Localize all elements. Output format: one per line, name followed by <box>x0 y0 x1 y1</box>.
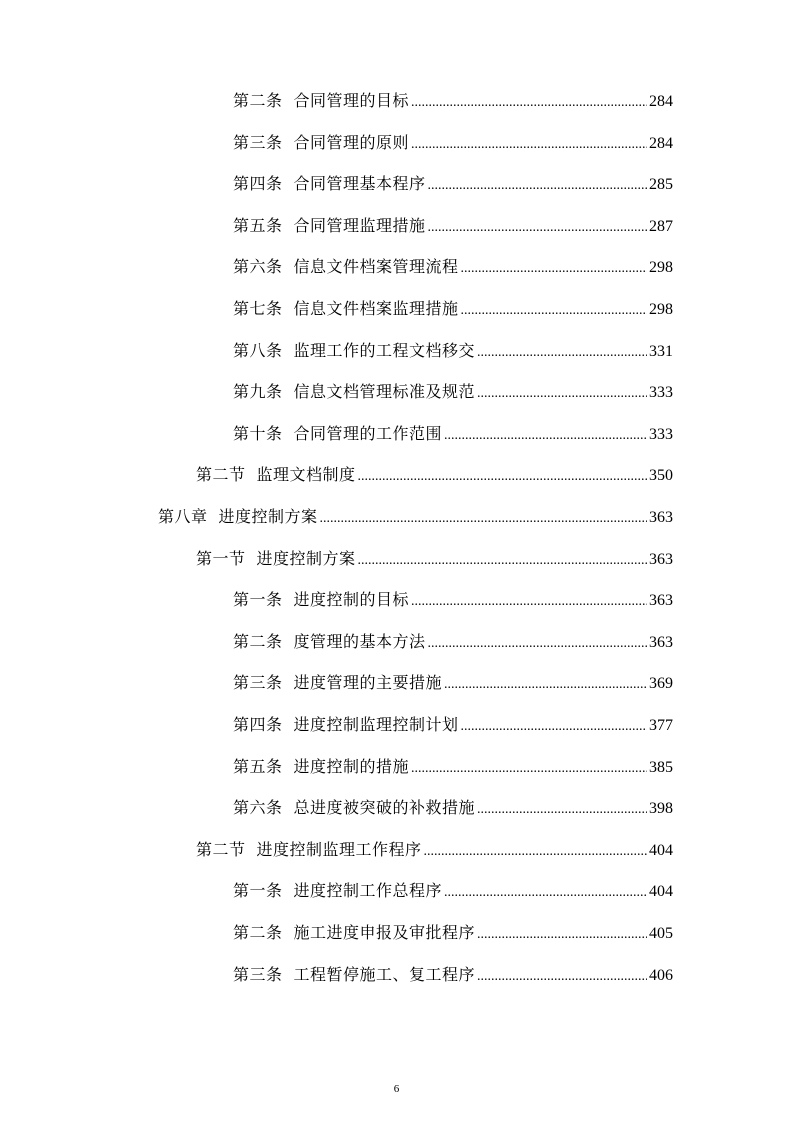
toc-entry-article[interactable] <box>233 172 673 196</box>
toc-entry-number: 第二条 <box>233 631 283 651</box>
toc-entry-page: 404 <box>649 883 673 901</box>
dot-leader <box>428 632 647 656</box>
toc-entry-title: 合同管理的工作范围 <box>293 423 443 443</box>
toc-entry-number: 第三条 <box>233 964 283 984</box>
toc-entry-number: 第二条 <box>233 923 283 942</box>
toc-entry-article[interactable] <box>233 796 673 820</box>
toc-entry-section[interactable] <box>196 463 673 487</box>
toc-entry-article[interactable] <box>233 921 673 945</box>
toc-entry-title: 信息文件档案管理流程 <box>293 257 459 277</box>
toc-entry-title: 总进度被突破的补救措施 <box>293 798 476 818</box>
toc-entry-title: 进度控制的目标 <box>293 590 410 610</box>
toc-entry-page: 284 <box>649 93 673 110</box>
toc-entry-number: 第一条 <box>233 881 283 901</box>
dot-leader <box>444 424 647 448</box>
page-number: 6 <box>393 1083 400 1095</box>
toc-entry-page: 363 <box>649 550 673 568</box>
toc-entry-number: 第四条 <box>233 715 283 734</box>
toc-entry-number: 第五条 <box>233 215 283 235</box>
toc-entry-page: 363 <box>649 592 673 610</box>
toc-entry-article[interactable] <box>233 339 673 363</box>
toc-entry-number: 第二条 <box>233 91 283 110</box>
toc-entry-number: 第一节 <box>196 548 246 568</box>
toc-entry-page: 377 <box>649 717 673 734</box>
toc-entry-page: 333 <box>649 425 673 443</box>
dot-leader <box>411 91 647 115</box>
dot-leader <box>444 673 647 697</box>
toc-entry-title: 进度控制方案 <box>256 548 356 568</box>
toc-entry-title: 进度控制方案 <box>218 507 318 526</box>
toc-entry-title: 工程暂停施工、复工程序 <box>293 964 476 984</box>
toc-entry-article[interactable] <box>233 297 673 321</box>
toc-entry-article[interactable] <box>233 214 673 238</box>
toc-entry-number: 第七条 <box>233 299 283 318</box>
toc-entry-section[interactable] <box>196 838 673 862</box>
dot-leader <box>358 549 647 573</box>
toc-entry-section[interactable] <box>196 547 673 571</box>
dot-leader <box>320 507 647 531</box>
toc-entry-title: 合同管理的原则 <box>293 132 410 152</box>
toc-entry-page: 406 <box>649 966 673 984</box>
toc-entry-page: 331 <box>649 342 673 360</box>
dot-leader <box>411 133 647 157</box>
toc-entry-page: 285 <box>649 176 673 194</box>
toc-entry-number: 第四条 <box>233 174 283 194</box>
toc-entry-title: 施工进度申报及审批程序 <box>293 923 476 942</box>
toc-entry-article[interactable] <box>233 963 673 987</box>
toc-entry-number: 第九条 <box>233 382 283 402</box>
toc-entry-article[interactable] <box>233 671 673 695</box>
toc-entry-page: 298 <box>649 259 673 277</box>
toc-entry-number: 第三条 <box>233 132 283 152</box>
toc-entry-page: 405 <box>649 925 673 942</box>
dot-leader <box>477 965 647 989</box>
toc-entry-number: 第八章 <box>158 507 208 526</box>
dot-leader <box>411 757 647 781</box>
toc-entry-page: 350 <box>649 467 673 485</box>
toc-entry-page: 404 <box>649 841 673 859</box>
dot-leader <box>411 590 647 614</box>
toc-entry-title: 进度控制工作总程序 <box>293 881 443 901</box>
toc-entry-article[interactable] <box>233 588 673 612</box>
toc-entry-number: 第十条 <box>233 423 283 443</box>
dot-leader <box>358 465 647 489</box>
toc-entry-chapter[interactable] <box>158 505 673 529</box>
toc-entry-title: 信息文档管理标准及规范 <box>293 382 476 402</box>
toc-entry-number: 第三条 <box>233 673 283 693</box>
toc-entry-title: 合同管理监理措施 <box>293 215 426 235</box>
toc-entry-number: 第五条 <box>233 756 283 776</box>
toc-entry-number: 第二节 <box>196 839 246 859</box>
dot-leader <box>428 174 647 198</box>
dot-leader <box>428 216 647 240</box>
toc-entry-title: 进度控制监理控制计划 <box>293 715 459 734</box>
dot-leader <box>477 923 647 947</box>
toc-entry-article[interactable] <box>233 255 673 279</box>
toc-entry-article[interactable] <box>233 89 673 113</box>
dot-leader <box>477 382 647 406</box>
dot-leader <box>477 341 647 365</box>
dot-leader <box>444 881 647 905</box>
dot-leader <box>477 798 647 822</box>
toc-entry-title: 合同管理基本程序 <box>293 174 426 194</box>
toc-entry-number: 第六条 <box>233 257 283 277</box>
toc-entry-article[interactable] <box>233 755 673 779</box>
toc-entry-title: 合同管理的目标 <box>293 91 410 110</box>
dot-leader <box>461 299 647 323</box>
toc-entry-number: 第六条 <box>233 798 283 818</box>
toc-entry-page: 369 <box>649 675 673 693</box>
toc-entry-article[interactable] <box>233 131 673 155</box>
toc-entry-title: 监理文档制度 <box>256 465 356 485</box>
toc-entry-article[interactable] <box>233 422 673 446</box>
toc-entry-article[interactable] <box>233 713 673 737</box>
toc-entry-number: 第二节 <box>196 465 246 485</box>
toc-entry-title: 进度管理的主要措施 <box>293 673 443 693</box>
toc-entry-page: 363 <box>649 509 673 526</box>
toc-entry-page: 398 <box>649 800 673 818</box>
toc-entry-page: 298 <box>649 301 673 318</box>
dot-leader <box>424 840 647 864</box>
toc-entry-article[interactable] <box>233 630 673 654</box>
toc-entry-title: 信息文件档案监理措施 <box>293 299 459 318</box>
toc-entry-number: 第一条 <box>233 590 283 610</box>
toc-entry-page: 385 <box>649 758 673 776</box>
dot-leader <box>461 715 647 739</box>
toc-entry-article[interactable] <box>233 879 673 903</box>
toc-entry-title: 监理工作的工程文档移交 <box>293 340 476 360</box>
toc-entry-title: 进度控制监理工作程序 <box>256 839 422 859</box>
toc-entry-number: 第八条 <box>233 340 283 360</box>
toc-entry-title: 进度控制的措施 <box>293 756 410 776</box>
toc-entry-page: 287 <box>649 217 673 235</box>
toc-entry-title: 度管理的基本方法 <box>293 631 426 651</box>
toc-entry-page: 363 <box>649 633 673 651</box>
toc-entry-page: 333 <box>649 384 673 402</box>
toc-entry-article[interactable] <box>233 380 673 404</box>
dot-leader <box>461 257 647 281</box>
toc-entry-page: 284 <box>649 134 673 152</box>
